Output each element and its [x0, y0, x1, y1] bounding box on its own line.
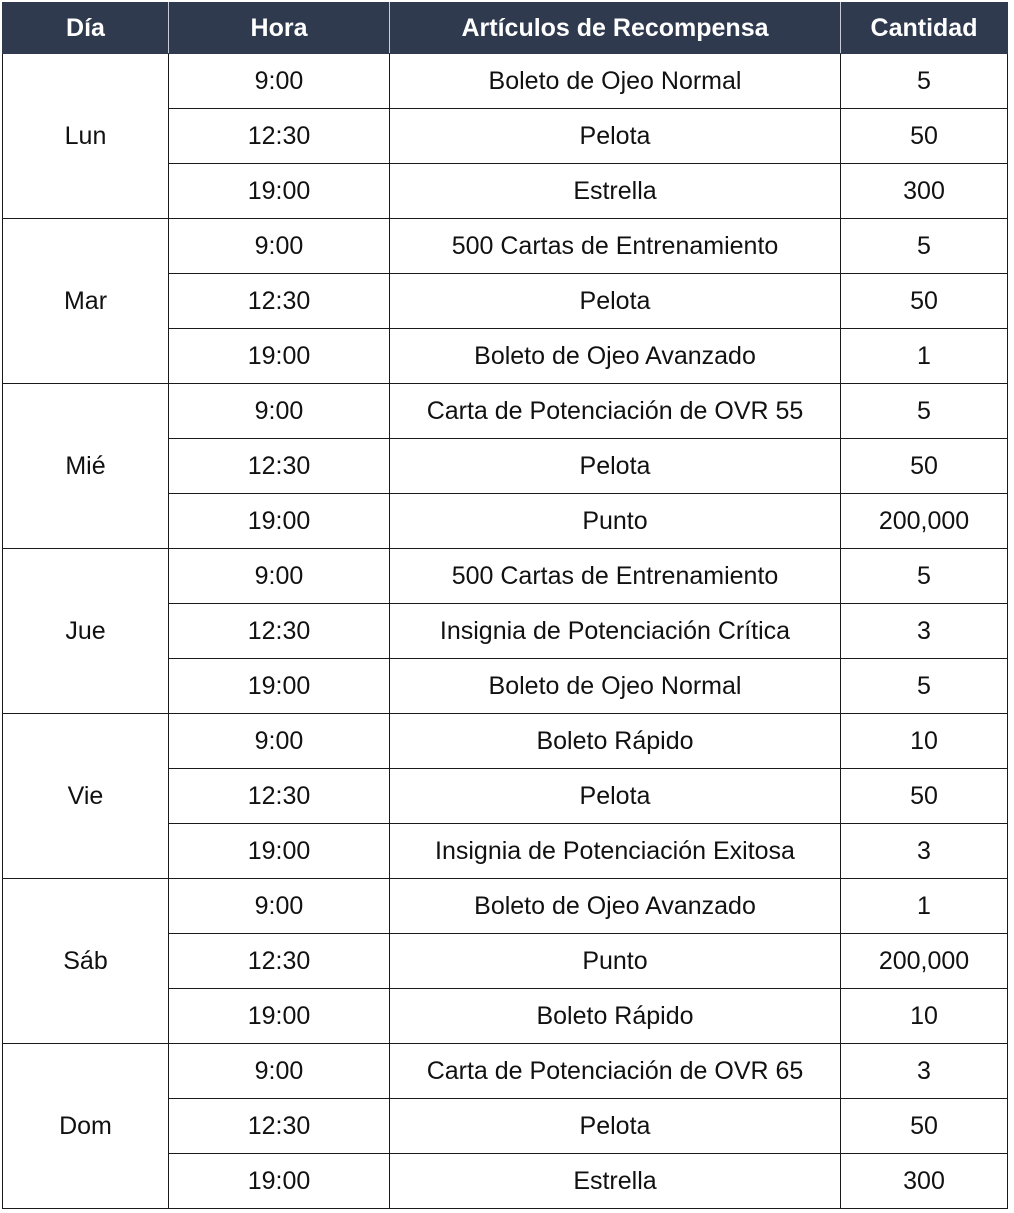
time-cell: 12:30 [169, 439, 390, 494]
time-cell: 19:00 [169, 824, 390, 879]
quantity-cell: 10 [841, 714, 1008, 769]
time-cell: 12:30 [169, 934, 390, 989]
time-cell: 19:00 [169, 329, 390, 384]
table-row [3, 1044, 1008, 1099]
table-row [3, 219, 1008, 274]
quantity-cell: 50 [841, 274, 1008, 329]
reward-item-cell: Boleto Rápido [390, 714, 841, 769]
quantity-cell: 300 [841, 164, 1008, 219]
time-cell: 19:00 [169, 1154, 390, 1209]
reward-item-cell: Boleto de Ojeo Normal [390, 659, 841, 714]
quantity-cell: 5 [841, 54, 1008, 109]
header-day: Día [3, 3, 169, 54]
quantity-cell: 3 [841, 604, 1008, 659]
reward-item-cell: 500 Cartas de Entrenamiento [390, 219, 841, 274]
reward-item-cell: Pelota [390, 274, 841, 329]
time-cell: 12:30 [169, 274, 390, 329]
time-cell: 19:00 [169, 989, 390, 1044]
quantity-cell: 200,000 [841, 934, 1008, 989]
reward-item-cell: Boleto Rápido [390, 989, 841, 1044]
reward-item-cell: Boleto de Ojeo Normal [390, 54, 841, 109]
reward-item-cell: Pelota [390, 439, 841, 494]
time-cell: 12:30 [169, 1099, 390, 1154]
reward-item-cell: Estrella [390, 164, 841, 219]
reward-item-cell: Pelota [390, 1099, 841, 1154]
header-qty: Cantidad [841, 3, 1008, 54]
reward-item-cell: Punto [390, 494, 841, 549]
reward-item-cell: Insignia de Potenciación Exitosa [390, 824, 841, 879]
quantity-cell: 10 [841, 989, 1008, 1044]
time-cell: 19:00 [169, 164, 390, 219]
rewards-schedule-table [2, 2, 1008, 1209]
time-cell: 19:00 [169, 494, 390, 549]
quantity-cell: 50 [841, 439, 1008, 494]
reward-item-cell: Insignia de Potenciación Crítica [390, 604, 841, 659]
day-cell: Mar [3, 219, 169, 384]
table-body [3, 54, 1008, 1209]
quantity-cell: 1 [841, 879, 1008, 934]
reward-item-cell: Pelota [390, 109, 841, 164]
quantity-cell: 50 [841, 769, 1008, 824]
quantity-cell: 3 [841, 824, 1008, 879]
reward-item-cell: Pelota [390, 769, 841, 824]
time-cell: 12:30 [169, 769, 390, 824]
reward-item-cell: Boleto de Ojeo Avanzado [390, 879, 841, 934]
day-cell: Vie [3, 714, 169, 879]
day-cell: Dom [3, 1044, 169, 1209]
quantity-cell: 50 [841, 1099, 1008, 1154]
reward-item-cell: Carta de Potenciación de OVR 65 [390, 1044, 841, 1099]
time-cell: 9:00 [169, 384, 390, 439]
time-cell: 9:00 [169, 219, 390, 274]
table-row [3, 879, 1008, 934]
time-cell: 12:30 [169, 604, 390, 659]
header-time: Hora [169, 3, 390, 54]
reward-item-cell: Estrella [390, 1154, 841, 1209]
day-cell: Sáb [3, 879, 169, 1044]
time-cell: 9:00 [169, 54, 390, 109]
quantity-cell: 5 [841, 659, 1008, 714]
table-row [3, 549, 1008, 604]
table-row [3, 714, 1008, 769]
time-cell: 9:00 [169, 879, 390, 934]
table-row [3, 54, 1008, 109]
time-cell: 19:00 [169, 659, 390, 714]
quantity-cell: 300 [841, 1154, 1008, 1209]
table-header-row [3, 3, 1008, 54]
quantity-cell: 200,000 [841, 494, 1008, 549]
time-cell: 9:00 [169, 549, 390, 604]
header-item: Artículos de Recompensa [390, 3, 841, 54]
reward-item-cell: Boleto de Ojeo Avanzado [390, 329, 841, 384]
time-cell: 9:00 [169, 1044, 390, 1099]
reward-item-cell: 500 Cartas de Entrenamiento [390, 549, 841, 604]
quantity-cell: 50 [841, 109, 1008, 164]
reward-item-cell: Punto [390, 934, 841, 989]
day-cell: Mié [3, 384, 169, 549]
time-cell: 12:30 [169, 109, 390, 164]
quantity-cell: 5 [841, 549, 1008, 604]
time-cell: 9:00 [169, 714, 390, 769]
quantity-cell: 5 [841, 384, 1008, 439]
table-row [3, 384, 1008, 439]
day-cell: Jue [3, 549, 169, 714]
quantity-cell: 1 [841, 329, 1008, 384]
reward-item-cell: Carta de Potenciación de OVR 55 [390, 384, 841, 439]
quantity-cell: 3 [841, 1044, 1008, 1099]
quantity-cell: 5 [841, 219, 1008, 274]
day-cell: Lun [3, 54, 169, 219]
